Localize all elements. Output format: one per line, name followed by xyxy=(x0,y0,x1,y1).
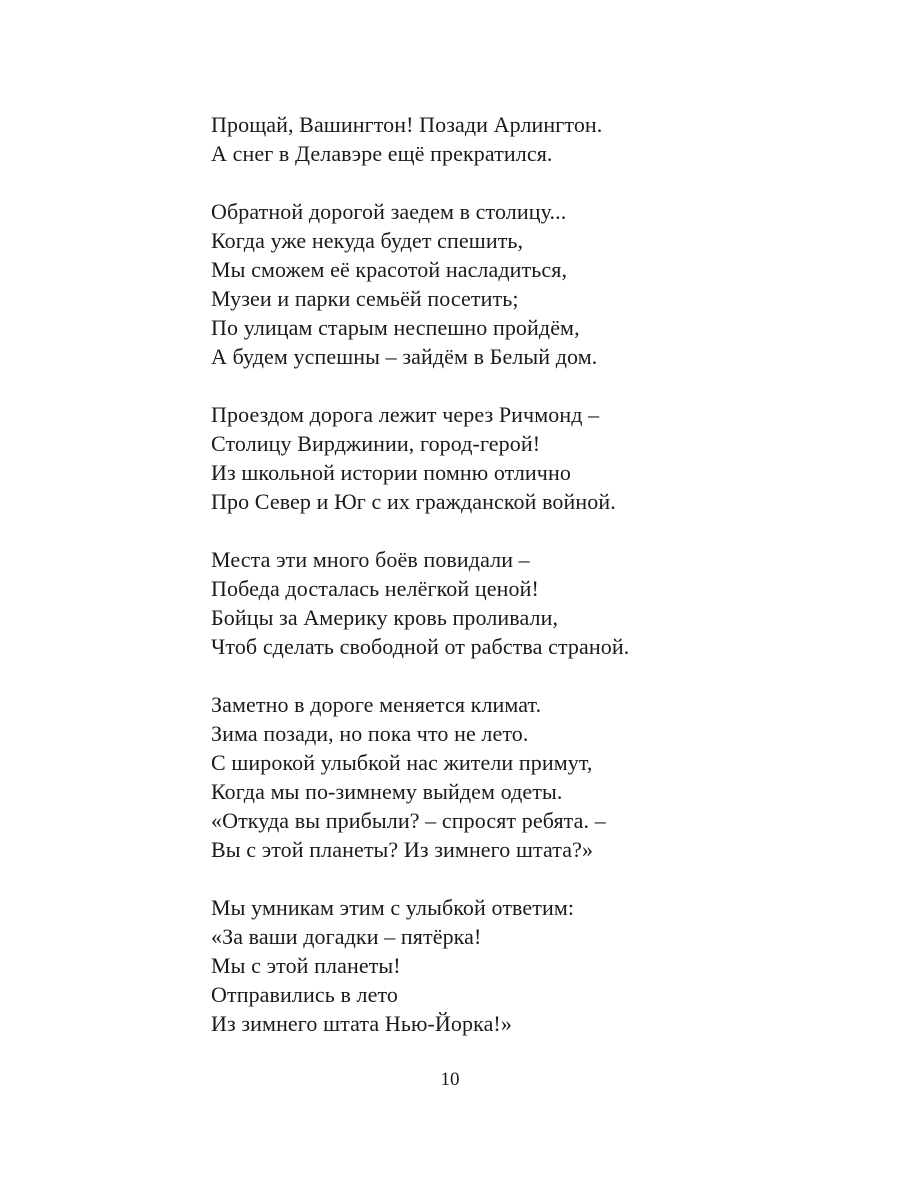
stanza xyxy=(211,400,851,516)
poem-line: Мы умникам этим с улыбкой ответим: xyxy=(211,895,575,920)
poem-line: Музеи и парки семьёй посетить; xyxy=(211,286,519,311)
poem-line: Мы с этой планеты! xyxy=(211,953,401,978)
poem-line: Прощай, Вашингтон! Позади Арлингтон. xyxy=(211,112,603,137)
poem-line: Когда уже некуда будет спешить, xyxy=(211,228,524,253)
poem-line: Из зимнего штата Нью-Йорка!» xyxy=(211,1011,512,1036)
poem-line: Когда мы по-зимнему выйдем одеты. xyxy=(211,779,563,804)
poem-line: «За ваши догадки – пятёрка! xyxy=(211,924,482,949)
poem-line: Обратной дорогой заедем в столицу... xyxy=(211,199,567,224)
stanza xyxy=(211,893,851,1038)
poem-line: Проездом дорога лежит через Ричмонд – xyxy=(211,402,600,427)
poem-line: Бойцы за Америку кровь проливали, xyxy=(211,605,559,630)
poem-line: Чтоб сделать свободной от рабства страной. xyxy=(211,634,630,659)
poem-line: А снег в Делавэре ещё прекратился. xyxy=(211,141,553,166)
poem-line: «Откуда вы прибыли? – спросят ребята. – xyxy=(211,808,606,833)
poem-line: По улицам старым неспешно пройдём, xyxy=(211,315,580,340)
poem-line: Зима позади, но пока что не лето. xyxy=(211,721,529,746)
poem-line: Победа досталась нелёгкой ценой! xyxy=(211,576,539,601)
stanza xyxy=(211,545,851,661)
stanza xyxy=(211,690,851,864)
poem-line: Заметно в дороге меняется климат. xyxy=(211,692,542,717)
poem-body xyxy=(211,110,851,1067)
poem-line: Столицу Вирджинии, город-герой! xyxy=(211,431,541,456)
poem-line: А будем успешны – зайдём в Белый дом. xyxy=(211,344,598,369)
poem-line: Из школьной истории помню отлично xyxy=(211,460,571,485)
stanza xyxy=(211,197,851,371)
poem-line: С широкой улыбкой нас жители примут, xyxy=(211,750,593,775)
poem-line: Отправились в лето xyxy=(211,982,399,1007)
page-number: 10 xyxy=(440,1069,460,1090)
stanza xyxy=(211,110,851,168)
poem-line: Про Север и Юг с их гражданской войной. xyxy=(211,489,616,514)
poem-line: Мы сможем её красотой насладиться, xyxy=(211,257,568,282)
poem-line: Вы с этой планеты? Из зимнего штата?» xyxy=(211,837,594,862)
poem-line: Места эти много боёв повидали – xyxy=(211,547,530,572)
